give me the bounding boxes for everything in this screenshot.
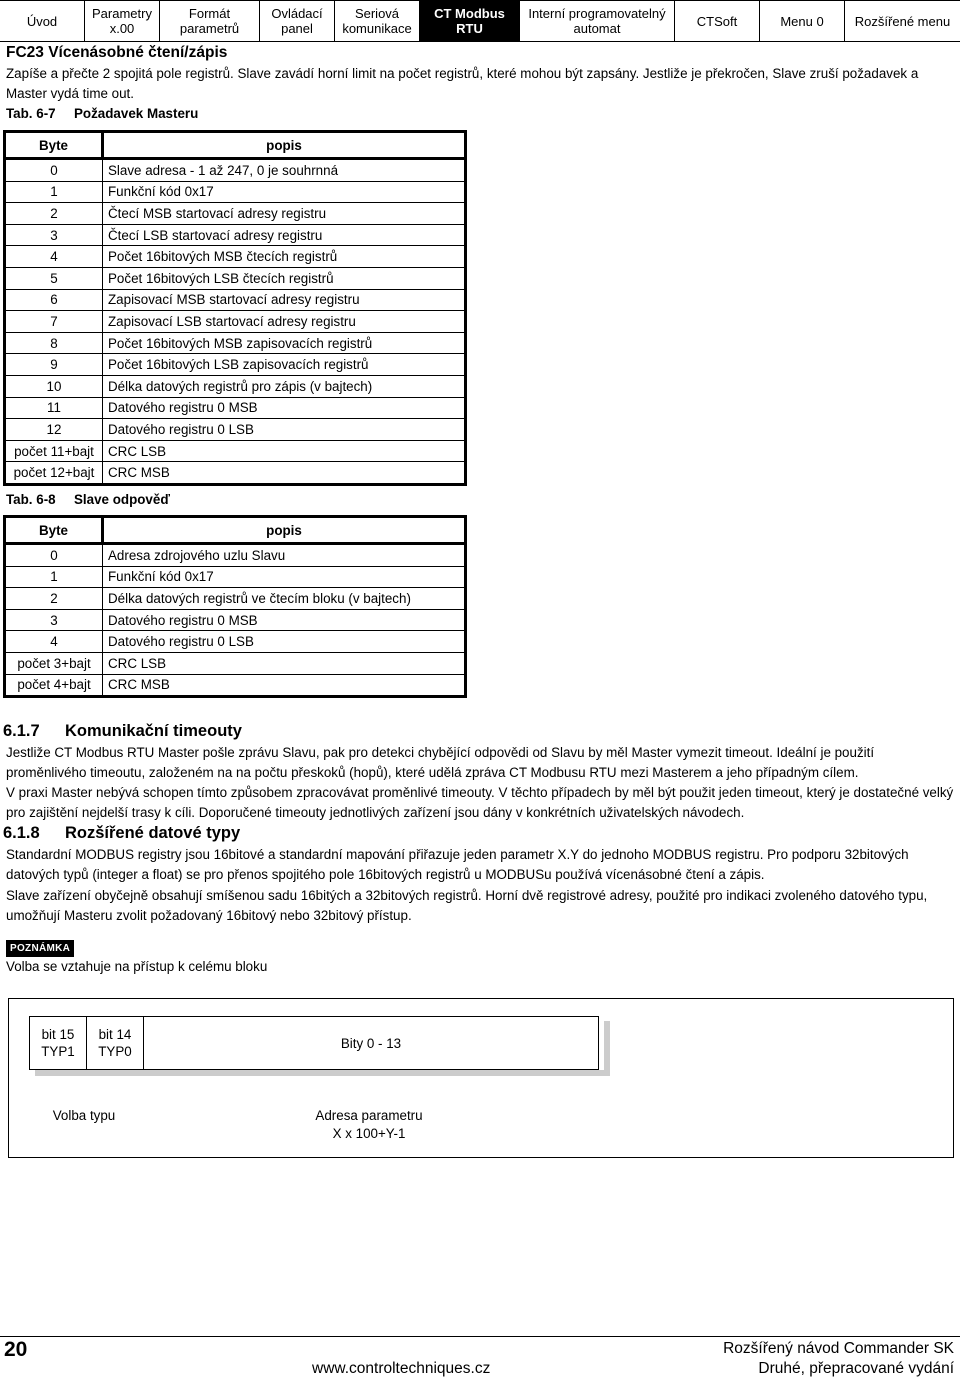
byte-cell: 7	[5, 311, 103, 333]
byte-cell: počet 3+bajt	[5, 652, 103, 674]
description-cell: Funkční kód 0x17	[103, 566, 466, 588]
diagram-shadow-bottom	[35, 1070, 610, 1076]
description-cell: Datového registru 0 MSB	[103, 397, 466, 419]
table2-caption-text: Slave odpověď	[74, 492, 170, 507]
description-cell: Délka datových registrů ve čtecím bloku (v bajtech)	[103, 588, 466, 610]
note-badge: POZNÁMKA	[6, 940, 74, 957]
bits-0-13-label: Bity 0 - 13	[340, 1035, 402, 1051]
table-row	[5, 332, 466, 354]
description-cell: CRC LSB	[103, 652, 466, 674]
bit14-type: TYP0	[98, 1044, 132, 1059]
byte-cell: 4	[5, 246, 103, 268]
byte-cell: 12	[5, 419, 103, 441]
diagram-shadow-right	[604, 1021, 610, 1075]
byte-cell: 10	[5, 375, 103, 397]
table-row	[5, 544, 466, 567]
param-address-label-1: Adresa parametru	[315, 1108, 423, 1123]
table-row	[5, 159, 466, 182]
datatypes-paragraph-1: Standardní MODBUS registry jsou 16bitové a standardní mapování přiřazuje jeden parametr X.Y do jednoho MODBUS registru. Pro podporu 32bitových datových typů (integer a float) se pro přenos spojitého pole 16bitových registrů u MODBUSu používá vícenásobné čtení a zápis.	[6, 847, 909, 882]
byte-cell: 9	[5, 354, 103, 376]
intro-paragraph: Zapíše a přečte 2 spojitá pole registrů. Slave zavádí horní limit na počet registrů, které mohou být zapsány. Jestliže je překročen, Slave zruší požadavek a Master vydá time out.	[6, 66, 919, 101]
table-row	[5, 462, 466, 485]
description-cell: CRC LSB	[103, 440, 466, 462]
bit14-label: bit 14	[98, 1027, 132, 1042]
byte-cell: 0	[5, 159, 103, 182]
table-row	[5, 588, 466, 610]
heading-6-1-8	[3, 824, 240, 843]
heading-6-1-7-text: Komunikační timeouty	[65, 722, 242, 740]
table-row	[5, 181, 466, 203]
byte-cell: 2	[5, 588, 103, 610]
tab-seriova-komunikace[interactable]: Seriová komunikace	[335, 1, 420, 41]
byte-cell: 5	[5, 267, 103, 289]
table-row	[5, 203, 466, 225]
footer-doc-title: Rozšířený návod Commander SK	[723, 1340, 954, 1357]
tab-ctsoft[interactable]: CTSoft	[675, 1, 760, 41]
section-title: FC23 Vícenásobné čtení/zápis	[6, 44, 228, 61]
tab-parametry[interactable]: Parametry x.00	[85, 1, 160, 41]
table-row	[5, 674, 466, 697]
datatypes-paragraph-2: Slave zařízení obyčejně obsahují smíšenou sadu 16bitých a 32bitových registrů. Horní dvě registrové adresy, použité pro indikaci zvoleného datového typu, umožňují Masteru zvolit požadovaný 16bitový nebo 32bitový přístup.	[6, 888, 928, 923]
tab-menu-0[interactable]: Menu 0	[760, 1, 845, 41]
tab-rozsirene-menu[interactable]: Rozšířené menu	[854, 13, 951, 29]
byte-cell: 1	[5, 181, 103, 203]
register-bit-diagram	[8, 998, 954, 1158]
type-select-label: Volba typu	[52, 1108, 116, 1123]
description-cell: Počet 16bitových LSB zapisovacích registrů	[103, 354, 466, 376]
description-cell: Zapisovací LSB startovací adresy registru	[103, 311, 466, 333]
table-row	[5, 440, 466, 462]
heading-6-1-8-text: Rozšířené datové typy	[65, 824, 241, 842]
table-row	[5, 419, 466, 441]
bits-0-13-box	[143, 1016, 599, 1070]
table1-header-byte: Byte	[5, 132, 103, 159]
description-cell: Datového registru 0 LSB	[103, 631, 466, 653]
description-cell: Čtecí LSB startovací adresy registru	[103, 224, 466, 246]
table1-caption-num: Tab. 6-7	[6, 106, 56, 121]
bit15-box	[29, 1016, 87, 1070]
table2-header-byte: Byte	[5, 517, 103, 544]
byte-cell: počet 11+bajt	[5, 440, 103, 462]
description-cell: Funkční kód 0x17	[103, 181, 466, 203]
table2-caption	[6, 492, 170, 507]
table-row	[5, 246, 466, 268]
description-cell: CRC MSB	[103, 674, 466, 697]
slave-response-table	[3, 515, 467, 698]
byte-cell: 3	[5, 224, 103, 246]
table-row	[5, 267, 466, 289]
footer-website[interactable]: www.controltechniques.cz	[312, 1360, 491, 1377]
description-cell: Délka datových registrů pro zápis (v bajtech)	[103, 375, 466, 397]
description-cell: Počet 16bitových MSB zapisovacích registrů	[103, 332, 466, 354]
byte-cell: 2	[5, 203, 103, 225]
table-row	[5, 311, 466, 333]
byte-cell: 4	[5, 631, 103, 653]
description-cell: Slave adresa - 1 až 247, 0 je souhrnná	[103, 159, 466, 182]
footer-edition: Druhé, přepracované vydání	[758, 1360, 954, 1377]
description-cell: Čtecí MSB startovací adresy registru	[103, 203, 466, 225]
heading-6-1-7	[3, 722, 242, 741]
table1-caption	[6, 106, 198, 121]
table-row	[5, 609, 466, 631]
top-nav	[0, 0, 960, 42]
table-row	[5, 224, 466, 246]
bit14-box	[86, 1016, 144, 1070]
byte-cell: 0	[5, 544, 103, 567]
table-row	[5, 354, 466, 376]
description-cell: Počet 16bitových LSB čtecích registrů	[103, 267, 466, 289]
footer-divider	[0, 1336, 960, 1337]
param-address-label-2: X x 100+Y-1	[332, 1126, 406, 1141]
page-number: 20	[4, 1338, 28, 1361]
table-row	[5, 631, 466, 653]
bit15-type: TYP1	[41, 1044, 75, 1059]
table-row	[5, 652, 466, 674]
table1-header-popis: popis	[103, 132, 466, 159]
description-cell: Zapisovací MSB startovací adresy registru	[103, 289, 466, 311]
tab-interni-automat[interactable]: Interní programovatelný automat	[520, 1, 675, 41]
byte-cell: 6	[5, 289, 103, 311]
note-text: Volba se vztahuje na přístup k celému bloku	[6, 959, 268, 974]
table-row	[5, 566, 466, 588]
timeout-paragraph-1: Jestliže CT Modbus RTU Master pošle zprávu Slavu, pak pro detekci chybějící odpovědi od Slavu by měl Master vymezit timeout. Ideální je použití proměnlivého timeoutu, založeném na na počtu přeskoků (hopů), které udělá zpráva CT Modbusu RTU mezi Masterem a jeho případným cílem.	[6, 745, 875, 780]
heading-6-1-8-num: 6.1.8	[3, 824, 40, 842]
master-request-table	[3, 130, 467, 486]
bit15-label: bit 15	[41, 1027, 75, 1042]
tab-ct-modbus-rtu[interactable]: CT Modbus RTU	[420, 1, 520, 41]
byte-cell: 11	[5, 397, 103, 419]
table1-caption-text: Požadavek Masteru	[74, 106, 199, 121]
table2-header-popis: popis	[103, 517, 466, 544]
byte-cell: 8	[5, 332, 103, 354]
timeout-paragraph-2: V praxi Master nebývá schopen tímto způsobem zpracovávat proměnlivé timeouty. V těchto případech by měl být použit jeden timeout, který je dostatečné velký pro zajištění nejdelší trasy k cíli. Doporučené timeouty jednotlivých zařízení jsou dány v konkrétních uživatelských návodech.	[6, 785, 954, 820]
tab-uvod[interactable]: Úvod	[0, 1, 85, 41]
byte-cell: počet 4+bajt	[5, 674, 103, 697]
byte-cell: počet 12+bajt	[5, 462, 103, 485]
table-row	[5, 289, 466, 311]
tab-ovladaci-panel[interactable]: Ovládací panel	[260, 1, 335, 41]
description-cell: Adresa zdrojového uzlu Slavu	[103, 544, 466, 567]
byte-cell: 1	[5, 566, 103, 588]
table-row	[5, 375, 466, 397]
description-cell: CRC MSB	[103, 462, 466, 485]
table2-caption-num: Tab. 6-8	[6, 492, 56, 507]
table-row	[5, 397, 466, 419]
heading-6-1-7-num: 6.1.7	[3, 722, 40, 740]
tab-format-parametru[interactable]: Formát parametrů	[160, 1, 260, 41]
description-cell: Datového registru 0 MSB	[103, 609, 466, 631]
byte-cell: 3	[5, 609, 103, 631]
description-cell: Datového registru 0 LSB	[103, 419, 466, 441]
param-address-label	[289, 1107, 449, 1143]
description-cell: Počet 16bitových MSB čtecích registrů	[103, 246, 466, 268]
